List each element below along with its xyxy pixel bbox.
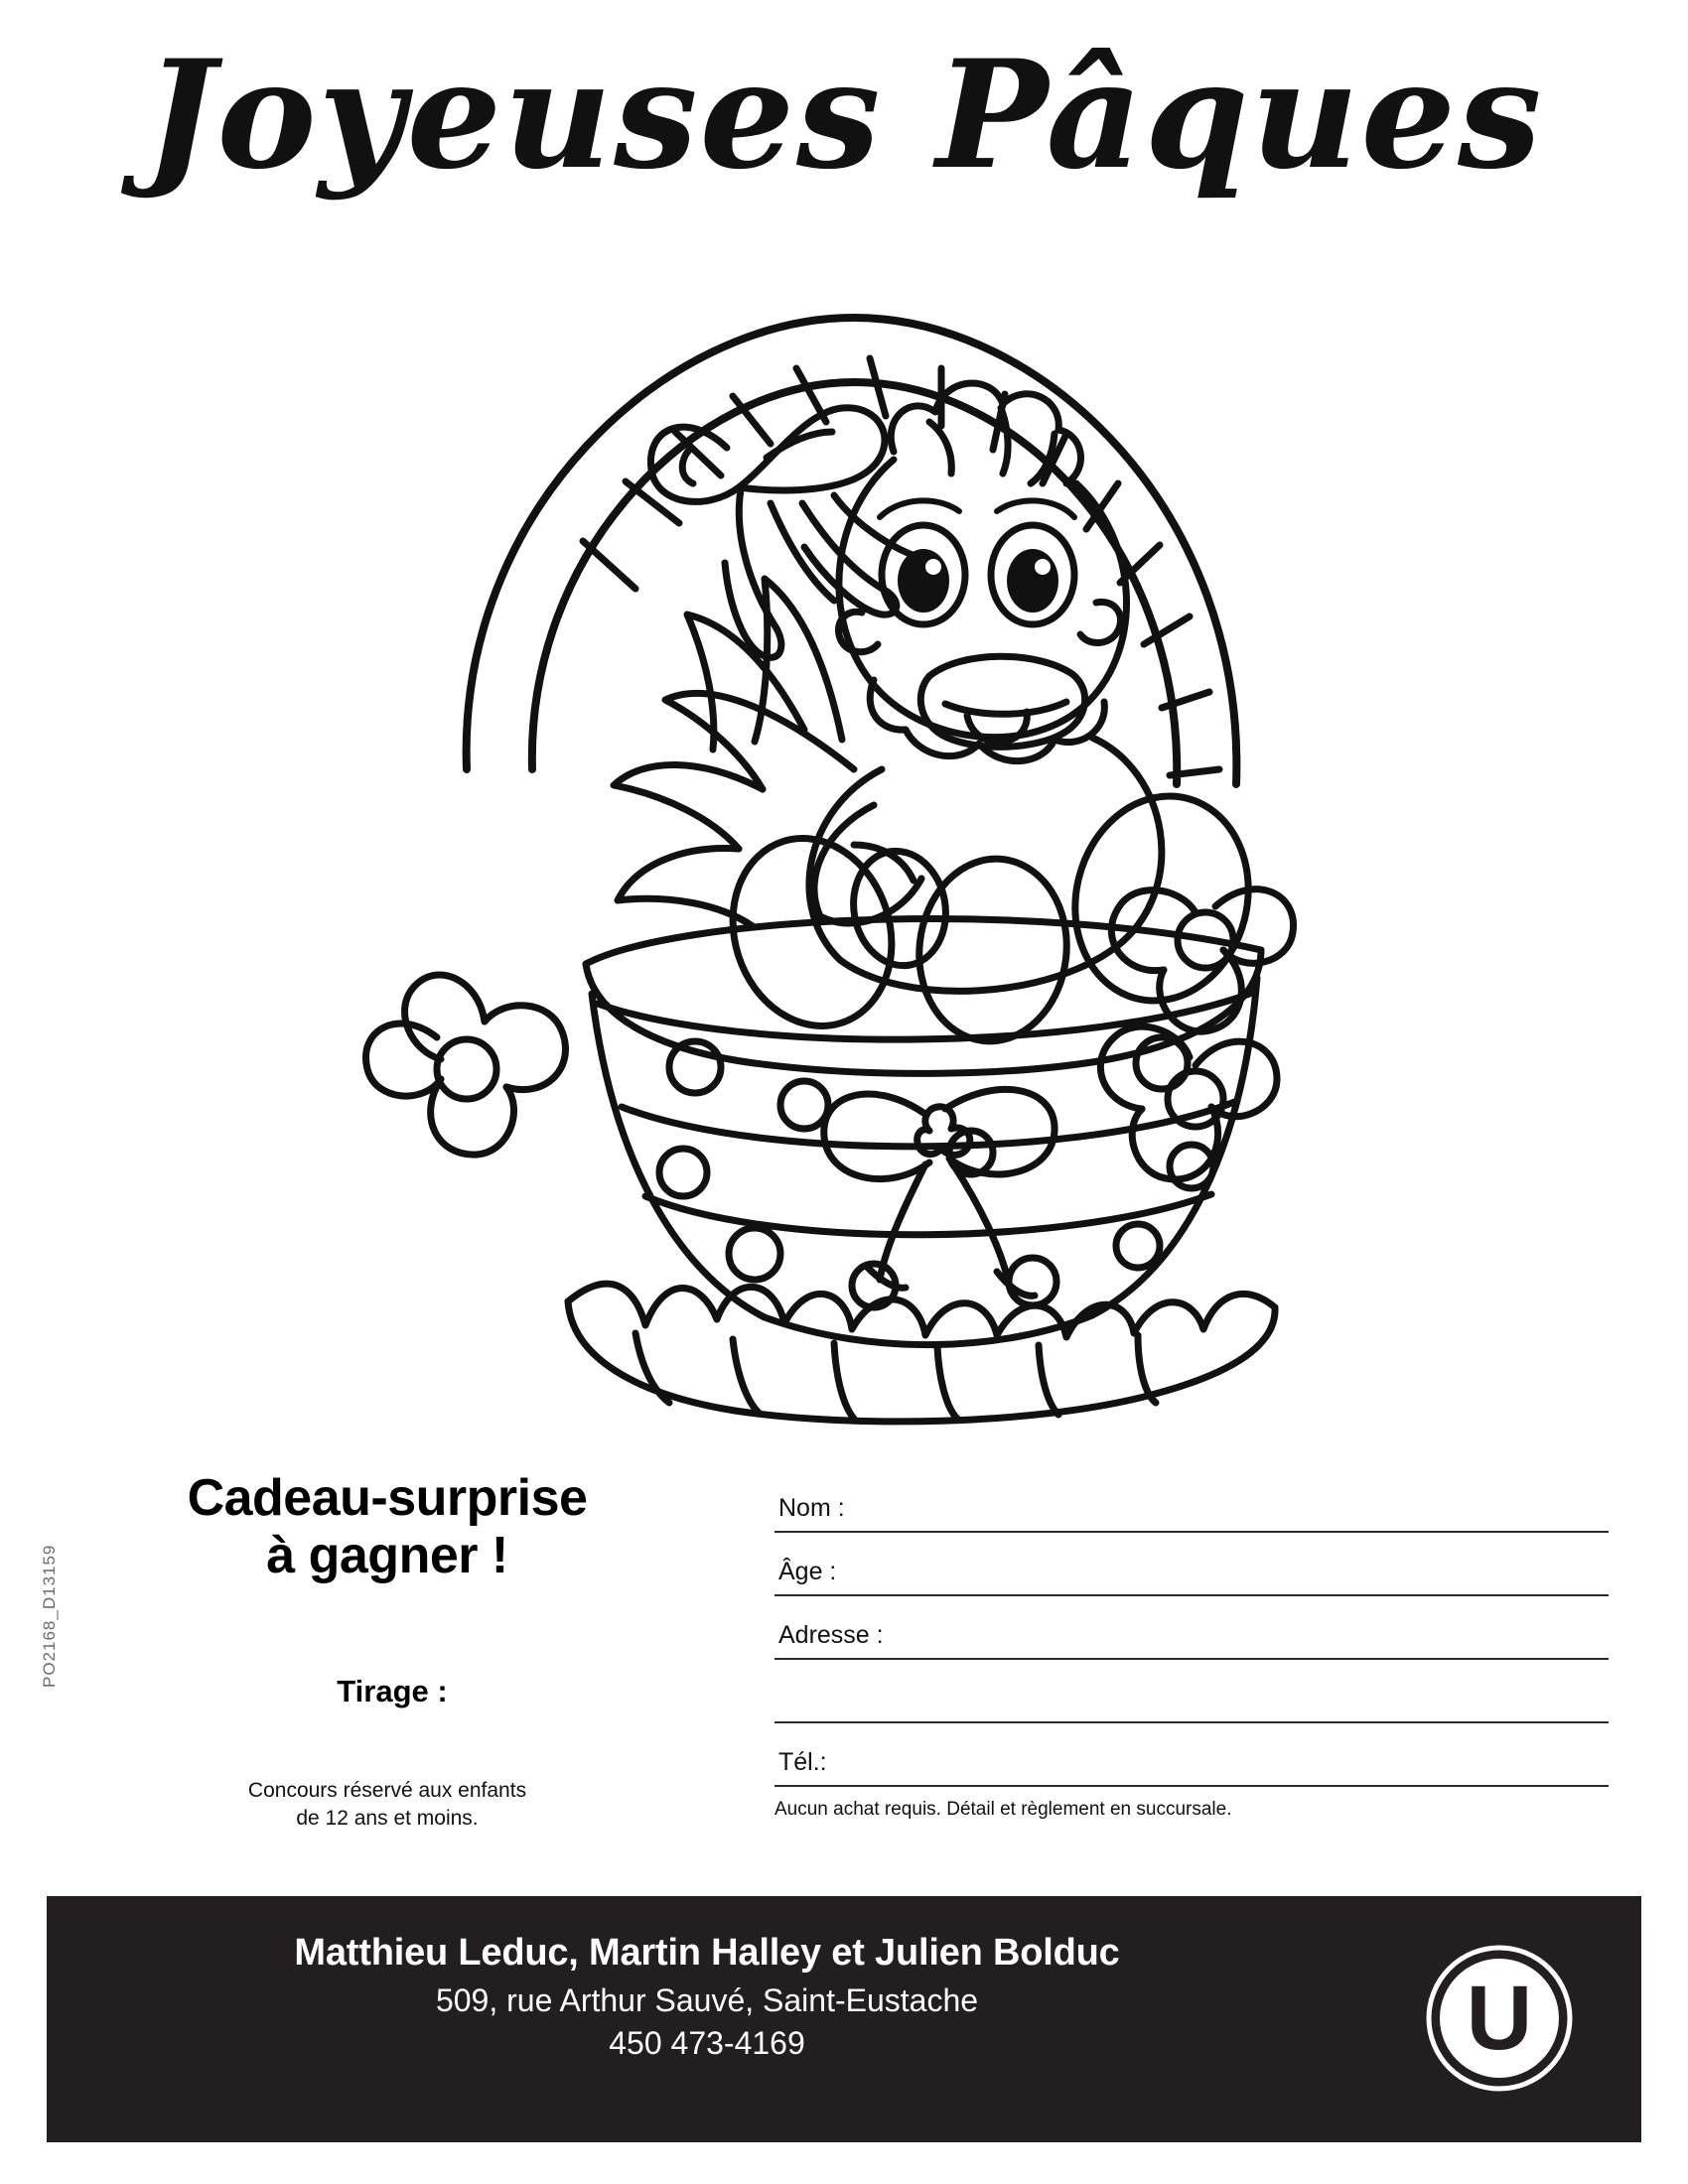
name-field[interactable] — [774, 1469, 1609, 1533]
draw-label: Tirage : — [337, 1674, 448, 1709]
promo-block — [99, 1469, 675, 1833]
logo-letter: U — [1466, 1968, 1533, 2069]
eligibility-text — [99, 1777, 675, 1832]
phone-field[interactable] — [774, 1723, 1609, 1787]
prize-heading-line2: à gagner ! — [266, 1527, 508, 1585]
prize-heading — [99, 1469, 675, 1584]
easter-basket-chick-coloring-illustration — [338, 213, 1350, 1434]
footer-phone: 450 473-4169 — [609, 2025, 805, 2061]
uniprix-logo-icon — [1425, 1944, 1574, 2093]
phone-field-label: Tél.: — [778, 1748, 827, 1776]
eligibility-line1: Concours réservé aux enfants — [247, 1779, 527, 1803]
footer-address: 509, rue Arthur Sauvé, Saint-Eustache — [435, 1982, 979, 2018]
legal-notice: Aucun achat requis. Détail et règlement en succursale. — [774, 1799, 1232, 1820]
age-field-label: Âge : — [778, 1558, 837, 1585]
catalog-code: PO2168_D13159 — [40, 1544, 59, 1688]
name-field-label: Nom : — [778, 1494, 845, 1522]
footer-banner — [47, 1896, 1641, 2142]
address-field-line2[interactable] — [774, 1660, 1609, 1723]
age-field[interactable] — [774, 1533, 1609, 1596]
entry-form[interactable] — [774, 1469, 1609, 1821]
address-field[interactable] — [774, 1596, 1609, 1660]
footer-owners: Matthieu Leduc, Martin Halley et Julien Bolduc — [294, 1932, 1120, 1974]
prize-heading-line1: Cadeau-surprise — [187, 1469, 588, 1527]
footer-contact-block — [47, 1932, 1387, 2062]
page-title: Joyeuses Pâques — [144, 28, 1544, 203]
address-field-label: Adresse : — [778, 1621, 884, 1649]
eligibility-line2: de 12 ans et moins. — [296, 1807, 479, 1831]
